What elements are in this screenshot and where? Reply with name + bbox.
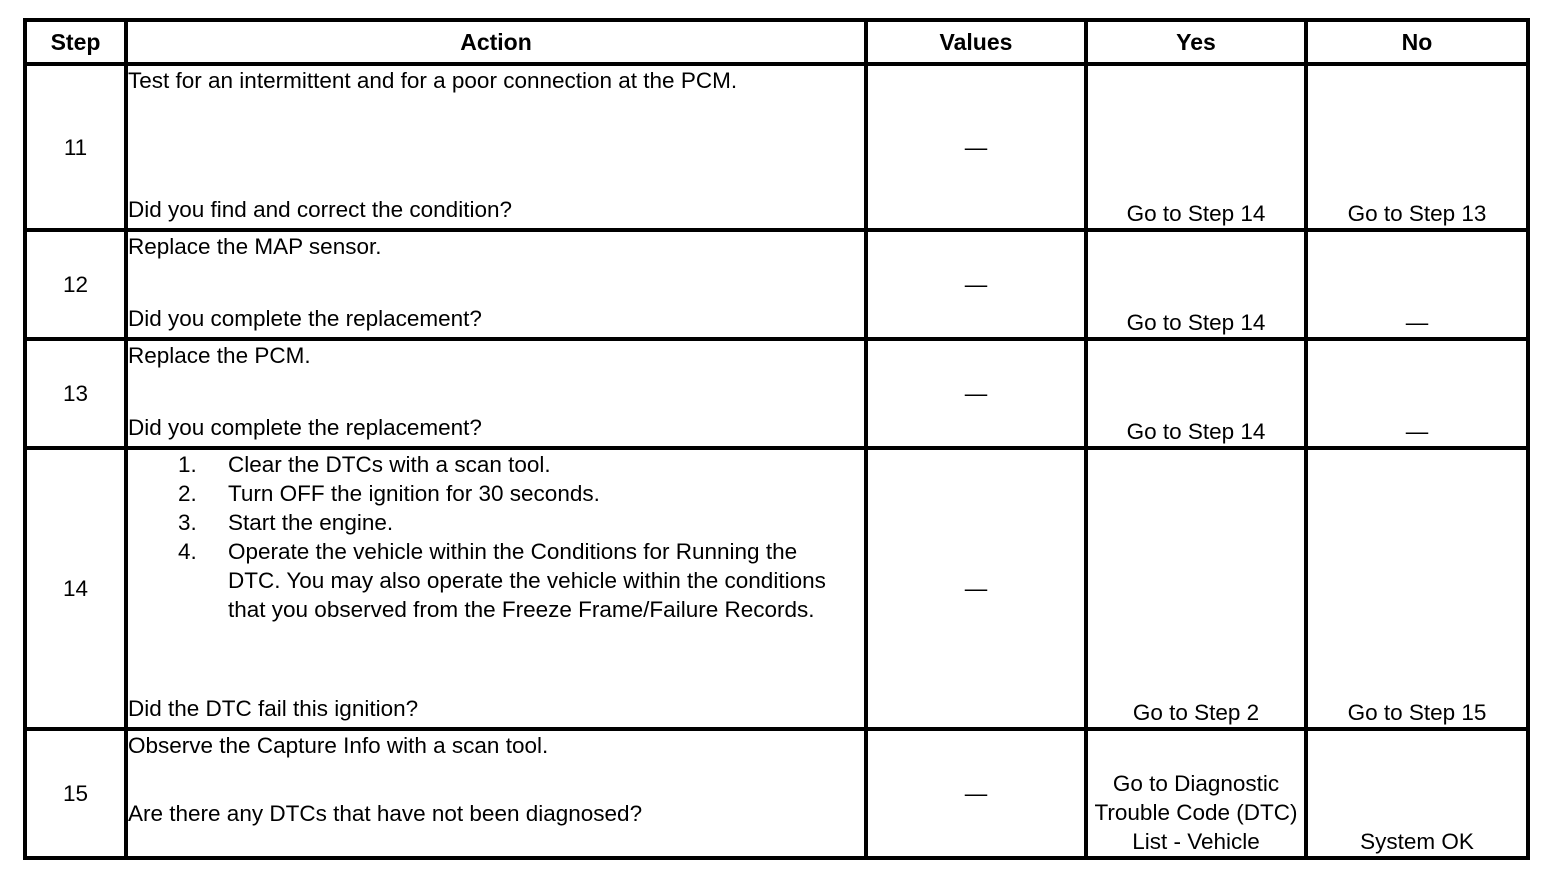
step-number: 13 [25,339,126,448]
values-cell: — [866,64,1086,230]
action-question: Did you find and correct the condition? [128,197,512,222]
action-question: Did you complete the replacement? [128,306,482,331]
substep-list [128,450,864,624]
yes-cell: Go to Step 14 [1086,64,1306,230]
header-yes: Yes [1086,20,1306,64]
table-row-step-12 [25,230,1528,339]
action-cell [126,729,866,858]
action-cell [126,339,866,448]
yes-cell: Go to Step 2 [1086,448,1306,729]
action-cell [126,230,866,339]
action-cell [126,448,866,729]
action-question: Are there any DTCs that have not been diagnosed? [128,801,643,826]
yes-cell: Go to Step 14 [1086,230,1306,339]
action-text: Observe the Capture Info with a scan tool. [128,733,549,758]
yes-cell: Go to Step 14 [1086,339,1306,448]
substep-item [128,450,864,479]
substep-item [128,508,864,537]
no-cell: Go to Step 13 [1306,64,1528,230]
action-text: Replace the PCM. [128,343,311,368]
substep-text: Clear the DTCs with a scan tool. [228,452,551,477]
values-cell: — [866,230,1086,339]
substep-number: 4. [178,539,197,564]
action-cell [126,64,866,230]
action-question: Did the DTC fail this ignition? [128,696,419,721]
action-text: Test for an intermittent and for a poor connection at the PCM. [128,68,738,93]
values-cell: — [866,339,1086,448]
substep-text: Turn OFF the ignition for 30 seconds. [228,481,600,506]
table-row-step-13 [25,339,1528,448]
substep-text: Start the engine. [228,510,394,535]
no-cell: — [1306,339,1528,448]
header-step: Step [25,20,126,64]
header-no: No [1306,20,1528,64]
action-question: Did you complete the replacement? [128,415,482,440]
substep-number: 2. [178,481,197,506]
substep-item [128,537,864,624]
step-number: 12 [25,230,126,339]
no-cell: System OK [1306,729,1528,858]
no-cell: Go to Step 15 [1306,448,1528,729]
values-cell: — [866,729,1086,858]
table-row-step-15 [25,729,1528,858]
step-number: 15 [25,729,126,858]
substep-text: Operate the vehicle within the Conditions for Running the DTC. You may also operate the vehicle within the conditions that you observed from the Freeze Frame/Failure Records. [228,539,826,622]
header-action: Action [126,20,866,64]
substep-number: 1. [178,452,197,477]
header-values: Values [866,20,1086,64]
step-number: 14 [25,448,126,729]
header-row [25,20,1528,64]
no-cell: — [1306,230,1528,339]
substep-item [128,479,864,508]
yes-link-text: Go to Diagnostic Trouble Code (DTC) List - Vehicle [1094,771,1298,854]
yes-cell [1086,729,1306,858]
step-number: 11 [25,64,126,230]
action-text: Replace the MAP sensor. [128,234,382,259]
table-row-step-11 [25,64,1528,230]
diagnostic-table [23,18,1530,860]
table-row-step-14 [25,448,1528,729]
values-cell: — [866,448,1086,729]
substep-number: 3. [178,510,197,535]
